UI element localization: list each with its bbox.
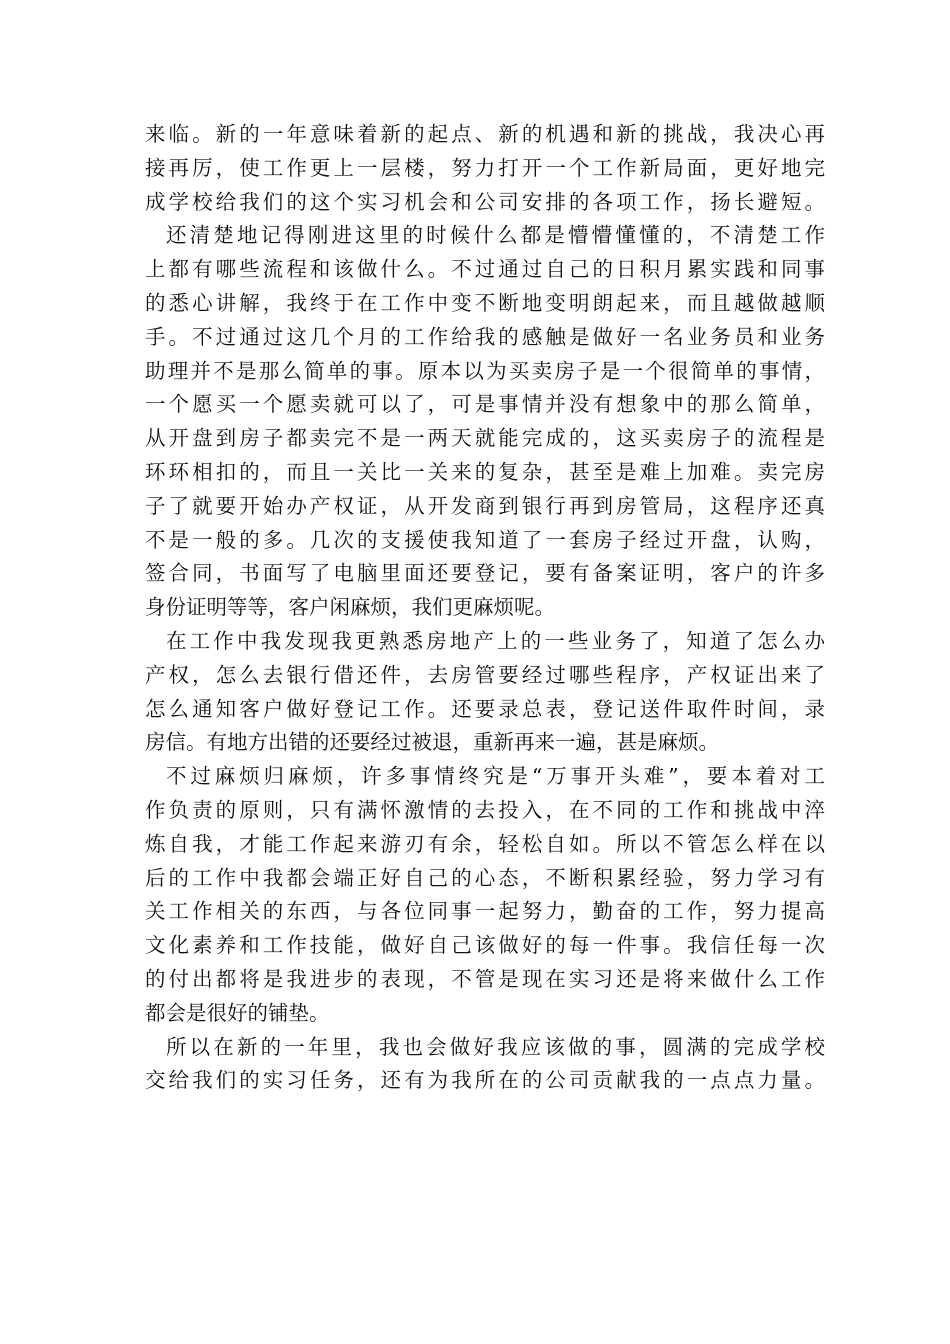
text-line: 后的工作中我都会端正好自己的心态，不断积累经验，努力学习有 [145, 865, 825, 890]
text-line: 从开盘到房子都卖完不是一两天就能完成的，这买卖房子的流程是 [145, 426, 825, 451]
text-line: 上都有哪些流程和该做什么。不过通过自己的日积月累实践和同事 [145, 257, 825, 282]
text-line: 炼自我，才能工作起来游刃有余，轻松自如。所以不管怎么样在以 [145, 831, 825, 856]
body-text [145, 118, 825, 1098]
text-line: 作负责的原则，只有满怀激情的去投入，在不同的工作和挑战中淬 [145, 797, 825, 822]
text-line: 交给我们的实习任务，还有为我所在的公司贡献我的一点点力量。 [145, 1068, 825, 1093]
text-line: 来临。新的一年意味着新的起点、新的机遇和新的挑战，我决心再 [145, 122, 825, 146]
text-line: 产权，怎么去银行借还件，去房管要经过哪些程序，产权证出来了 [145, 662, 825, 687]
paragraph-first-line: 在工作中我发现我更熟悉房地产上的一些业务了，知道了怎么办 [166, 628, 825, 653]
text-line: 助理并不是那么简单的事。原本以为买卖房子是一个很简单的事情， [145, 358, 825, 383]
text-line: 环环相扣的，而且一关比一关来的复杂，甚至是难上加难。卖完房 [145, 459, 825, 484]
text-line: 成学校给我们的这个实习机会和公司安排的各项工作，扬长避短。 [145, 189, 825, 214]
text-line: 子了就要开始办产权证，从开发商到银行再到房管局，这程序还真 [145, 493, 825, 518]
paragraph-first-line: 所以在新的一年里，我也会做好我应该做的事，圆满的完成学校 [166, 1034, 825, 1059]
paragraph-last-line: 房信。有地方出错的还要经过被退，重新再来一遍，甚是麻烦。 [145, 730, 719, 755]
paragraph-last-line: 都会是很好的铺垫。 [145, 1000, 330, 1025]
paragraph-last-line: 身份证明等等，客户闲麻烦，我们更麻烦呢。 [145, 595, 555, 620]
text-line: 的悉心讲解，我终于在工作中变不断地变明朗起来，而且越做越顺 [145, 290, 825, 315]
text-line: 接再厉，使工作更上一层楼，努力打开一个工作新局面，更好地完 [145, 155, 825, 180]
paragraph-first-line: 不过麻烦归麻烦，许多事情终究是“万事开头难”，要本着对工 [166, 764, 825, 789]
text-line: 不是一般的多。几次的支援使我知道了一套房子经过开盘，认购， [145, 527, 825, 552]
text-line: 关工作相关的东西，与各位同事一起努力，勤奋的工作，努力提高 [145, 899, 825, 924]
text-line: 签合同，书面写了电脑里面还要登记，要有备案证明，客户的许多 [145, 561, 825, 586]
text-line: 的付出都将是我进步的表现，不管是现在实习还是将来做什么工作 [145, 966, 825, 991]
text-line: 怎么通知客户做好登记工作。还要录总表，登记送件取件时间，录 [145, 696, 825, 721]
text-line: 文化素养和工作技能，做好自己该做好的每一件事。我信任每一次 [145, 933, 825, 958]
text-line: 手。不过通过这几个月的工作给我的感触是做好一名业务员和业务 [145, 324, 825, 349]
text-line: 一个愿买一个愿卖就可以了，可是事情并没有想象中的那么简单， [145, 392, 825, 417]
paragraph-first-line: 还清楚地记得刚进这里的时候什么都是懵懵懂懂的，不清楚工作 [166, 223, 825, 248]
